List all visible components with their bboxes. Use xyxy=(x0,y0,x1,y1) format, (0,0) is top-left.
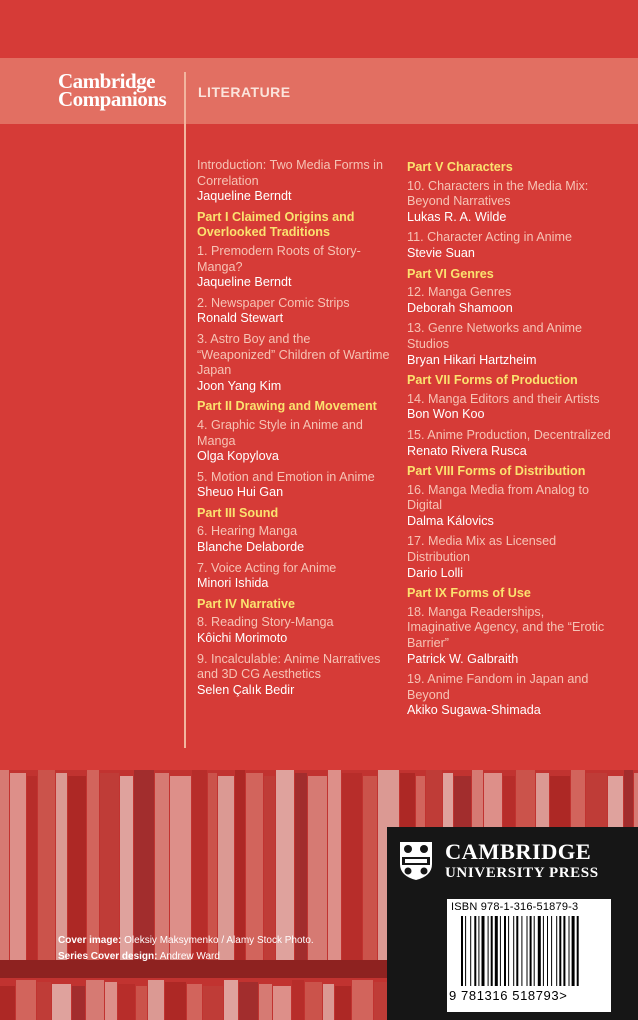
chapter-title: 19. Anime Fandom in Japan and Beyond xyxy=(407,672,589,702)
barcode-bar xyxy=(572,916,575,986)
chapter-title: 2. Newspaper Comic Strips xyxy=(197,295,350,310)
barcode-bar xyxy=(508,916,509,986)
chapter-title: 9. Incalculable: Anime Narratives and 3D CG Aesthetics xyxy=(197,651,381,682)
barcode-bar xyxy=(559,916,561,986)
logo-line-2: Companions xyxy=(58,87,167,111)
chapter-entry xyxy=(407,534,612,581)
chapter-author: Kôichi Morimoto xyxy=(197,631,288,646)
chapter-entry xyxy=(407,392,612,423)
chapter-title: 3. Astro Boy and the “Weaponized” Children of Wartime Japan xyxy=(197,331,390,378)
series-label: LITERATURE xyxy=(198,84,291,100)
barcode-bar xyxy=(465,916,466,986)
chapter-entry xyxy=(407,428,612,459)
part-heading: Part VIII Forms of Distribution xyxy=(407,464,586,479)
chapter-entry xyxy=(197,524,391,555)
chapter-author: Renato Rivera Rusca xyxy=(407,443,527,458)
credits xyxy=(58,933,314,965)
barcode-bar xyxy=(534,916,535,986)
chapter-title: 5. Motion and Emotion in Anime xyxy=(197,469,375,484)
chapter-author: Stevie Suan xyxy=(407,245,475,260)
chapter-title: 14. Manga Editors and their Artists xyxy=(407,391,600,406)
chapter-title: 4. Graphic Style in Anime and Manga xyxy=(197,417,363,448)
divider-line xyxy=(184,72,186,748)
barcode-end-mark: > xyxy=(559,988,568,1003)
chapter-entry xyxy=(197,418,391,465)
publisher-block xyxy=(387,827,638,1020)
chapter-entry xyxy=(407,285,612,316)
chapter-title: 12. Manga Genres xyxy=(407,285,512,300)
publisher-name: CAMBRIDGE xyxy=(445,839,592,864)
chapter-author: Bon Won Koo xyxy=(407,407,485,422)
barcode-bar xyxy=(577,916,579,986)
toc-column-left xyxy=(197,158,391,703)
chapter-author: Sheuo Hui Gan xyxy=(197,485,284,500)
chapter-author: Lukas R. A. Wilde xyxy=(407,209,507,224)
chapter-title: 13. Genre Networks and Anime Studios xyxy=(407,321,583,351)
barcode-bar xyxy=(563,916,565,986)
barcode-bar xyxy=(500,916,501,986)
chapter-entry xyxy=(407,179,612,226)
barcode-icon xyxy=(461,916,601,988)
chapter-author: Ronald Stewart xyxy=(197,311,284,326)
chapter-title: 7. Voice Acting for Anime xyxy=(197,560,337,575)
part-heading: Part VI Genres xyxy=(407,266,494,281)
barcode-bar xyxy=(478,916,479,986)
chapter-author: Jaqueline Berndt xyxy=(197,275,292,290)
chapter-author: Patrick W. Galbraith xyxy=(407,651,519,666)
chapter-author: Joon Yang Kim xyxy=(197,378,282,393)
chapter-entry xyxy=(197,561,391,592)
barcode-digits xyxy=(449,988,567,1003)
chapter-title: 8. Reading Story-Manga xyxy=(197,615,334,630)
chapter-author: Akiko Sugawa-Shimada xyxy=(407,703,541,718)
part-heading: Part VII Forms of Production xyxy=(407,373,578,388)
barcode-bar xyxy=(543,916,544,986)
cover-image-value: Oleksiy Maksymenko / Alamy Stock Photo. xyxy=(124,935,314,946)
series-design-value: Andrew Ward xyxy=(159,951,220,962)
part-heading: Part III Sound xyxy=(197,505,279,520)
barcode-bar xyxy=(495,916,498,986)
barcode-bar xyxy=(556,916,557,986)
series-logo xyxy=(58,69,167,111)
chapter-entry xyxy=(197,244,391,291)
chapter-entry xyxy=(407,321,612,368)
barcode-bar xyxy=(547,916,548,986)
chapter-entry xyxy=(197,296,391,327)
chapter-entry xyxy=(197,652,391,699)
part-heading: Part IV Narrative xyxy=(197,596,296,611)
shield-icon xyxy=(398,840,434,882)
barcode-bar xyxy=(530,916,532,986)
part-heading: Part V Characters xyxy=(407,160,513,174)
barcode-bar xyxy=(521,916,522,986)
isbn-label: ISBN 978-1-316-51879-3 xyxy=(451,901,579,913)
barcode-bar xyxy=(482,916,485,986)
barcode-bar xyxy=(551,916,552,986)
part-heading: Part IX Forms of Use xyxy=(407,586,531,601)
barcode-bar xyxy=(488,916,489,986)
part-heading: Part I Claimed Origins and Overlooked Traditions xyxy=(197,209,355,240)
chapter-entry xyxy=(407,230,612,261)
chapter-title: 11. Character Acting in Anime xyxy=(407,230,572,245)
barcode-bar xyxy=(516,916,518,986)
toc-column-right xyxy=(407,158,612,724)
barcode-bar xyxy=(474,916,476,986)
chapter-author: Blanche Delaborde xyxy=(197,540,305,555)
chapter-entry xyxy=(407,605,612,667)
chapter-author: Dalma Kálovics xyxy=(407,513,494,528)
chapter-title: Introduction: Two Media Forms in Correlation xyxy=(197,158,383,188)
chapter-entry xyxy=(197,332,391,394)
chapter-title: 16. Manga Media from Analog to Digital xyxy=(407,482,590,513)
part-heading: Part II Drawing and Movement xyxy=(197,399,377,414)
barcode-bar xyxy=(538,916,541,986)
cover-image-label: Cover image: xyxy=(58,935,122,946)
barcode-bar xyxy=(513,916,514,986)
chapter-title: 18. Manga Readerships, Imaginative Agency, and the “Erotic Barrier” xyxy=(407,604,605,651)
cover-image-credit xyxy=(58,933,314,949)
barcode-bar xyxy=(470,916,471,986)
chapter-title: 6. Hearing Manga xyxy=(197,524,298,539)
series-design-credit xyxy=(58,949,314,965)
chapter-author: Jaqueline Berndt xyxy=(197,189,292,204)
chapter-author: Bryan Hikari Hartzheim xyxy=(407,352,537,367)
chapter-entry xyxy=(197,615,391,646)
logo-line-1: Cambridge xyxy=(58,69,155,93)
barcode-bar xyxy=(569,916,570,986)
barcode-bar xyxy=(504,916,506,986)
barcode-bar xyxy=(527,916,528,986)
chapter-author: Deborah Shamoon xyxy=(407,300,513,315)
barcode-bar xyxy=(461,916,463,986)
chapter-title: 10. Characters in the Media Mix: Beyond Narratives xyxy=(407,178,589,209)
barcode-number: 9 781316 518793 xyxy=(449,988,560,1003)
barcode-bar xyxy=(491,916,493,986)
chapter-entry xyxy=(197,158,391,205)
series-design-label: Series Cover design: xyxy=(58,951,158,962)
chapter-entry xyxy=(407,672,612,719)
chapter-title: 17. Media Mix as Licensed Distribution xyxy=(407,534,557,565)
chapter-entry xyxy=(407,483,612,530)
chapter-author: Selen Çalık Bedir xyxy=(197,682,295,697)
publisher-press: UNIVERSITY PRESS xyxy=(445,865,599,881)
chapter-author: Dario Lolli xyxy=(407,565,463,580)
chapter-entry xyxy=(197,470,391,501)
chapter-title: 15. Anime Production, Decentralized xyxy=(407,427,611,442)
isbn-barcode xyxy=(447,899,611,1012)
chapter-author: Olga Kopylova xyxy=(197,449,279,464)
chapter-title: 1. Premodern Roots of Story-Manga? xyxy=(197,243,361,274)
chapter-author: Minori Ishida xyxy=(197,576,269,591)
